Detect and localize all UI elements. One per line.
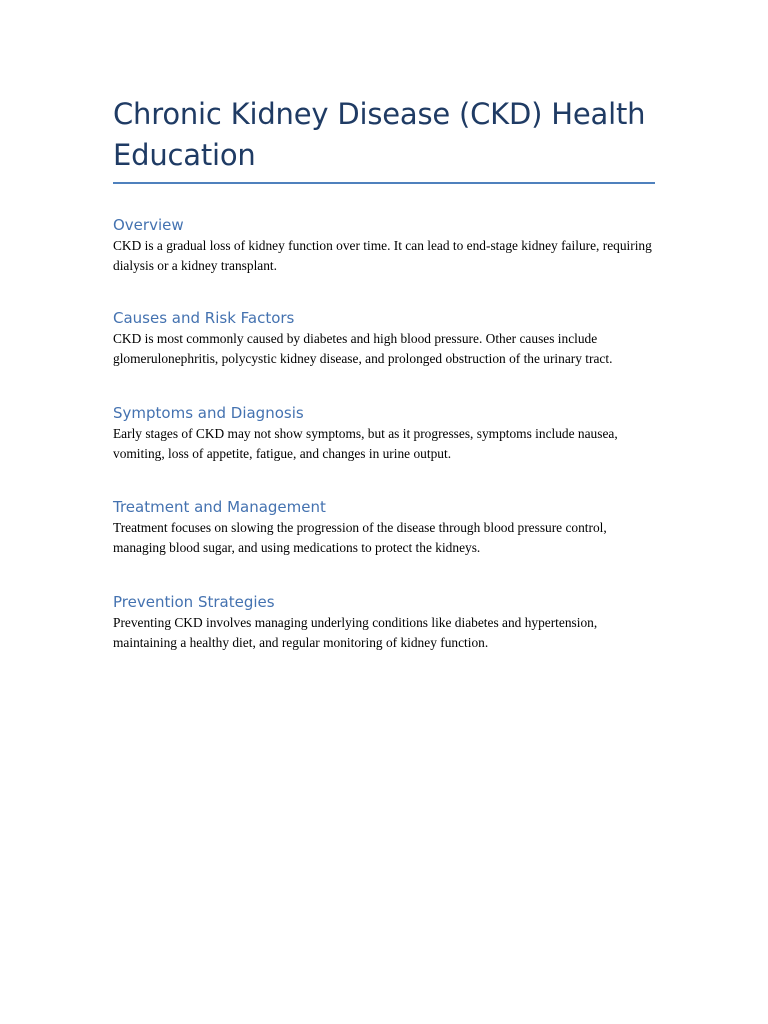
section-body-symptoms: Early stages of CKD may not show symptoms, but as it progresses, symptoms include nausea, vomiting, loss of appetite, fatigue, and changes in urine output. [113,426,618,461]
section-symptoms [113,402,655,463]
section-body-treatment: Treatment focuses on slowing the progression of the disease through blood pressure control, managing blood sugar, and using medications to protect the kidneys. [113,520,607,555]
section-heading-causes: Causes and Risk Factors [113,309,295,327]
document-title: Chronic Kidney Disease (CKD) Health Education [113,97,646,172]
section-heading-overview: Overview [113,216,184,234]
section-heading-treatment: Treatment and Management [113,498,326,516]
section-body-prevention: Preventing CKD involves managing underlying conditions like diabetes and hypertension, maintaining a healthy diet, and regular monitoring of kidney function. [113,615,598,650]
section-body-overview: CKD is a gradual loss of kidney function over time. It can lead to end-stage kidney failure, requiring dialysis or a kidney transplant. [113,238,652,273]
section-heading-prevention: Prevention Strategies [113,593,275,611]
section-body-causes: CKD is most commonly caused by diabetes and high blood pressure. Other causes include glomerulonephritis, polycystic kidney disease, and prolonged obstruction of the urinary tract. [113,331,613,366]
section-heading-symptoms: Symptoms and Diagnosis [113,404,304,422]
section-causes [113,307,655,368]
section-overview [113,214,655,275]
title-divider [113,182,655,184]
document-page [113,94,655,652]
section-treatment [113,496,655,557]
section-prevention [113,591,655,652]
